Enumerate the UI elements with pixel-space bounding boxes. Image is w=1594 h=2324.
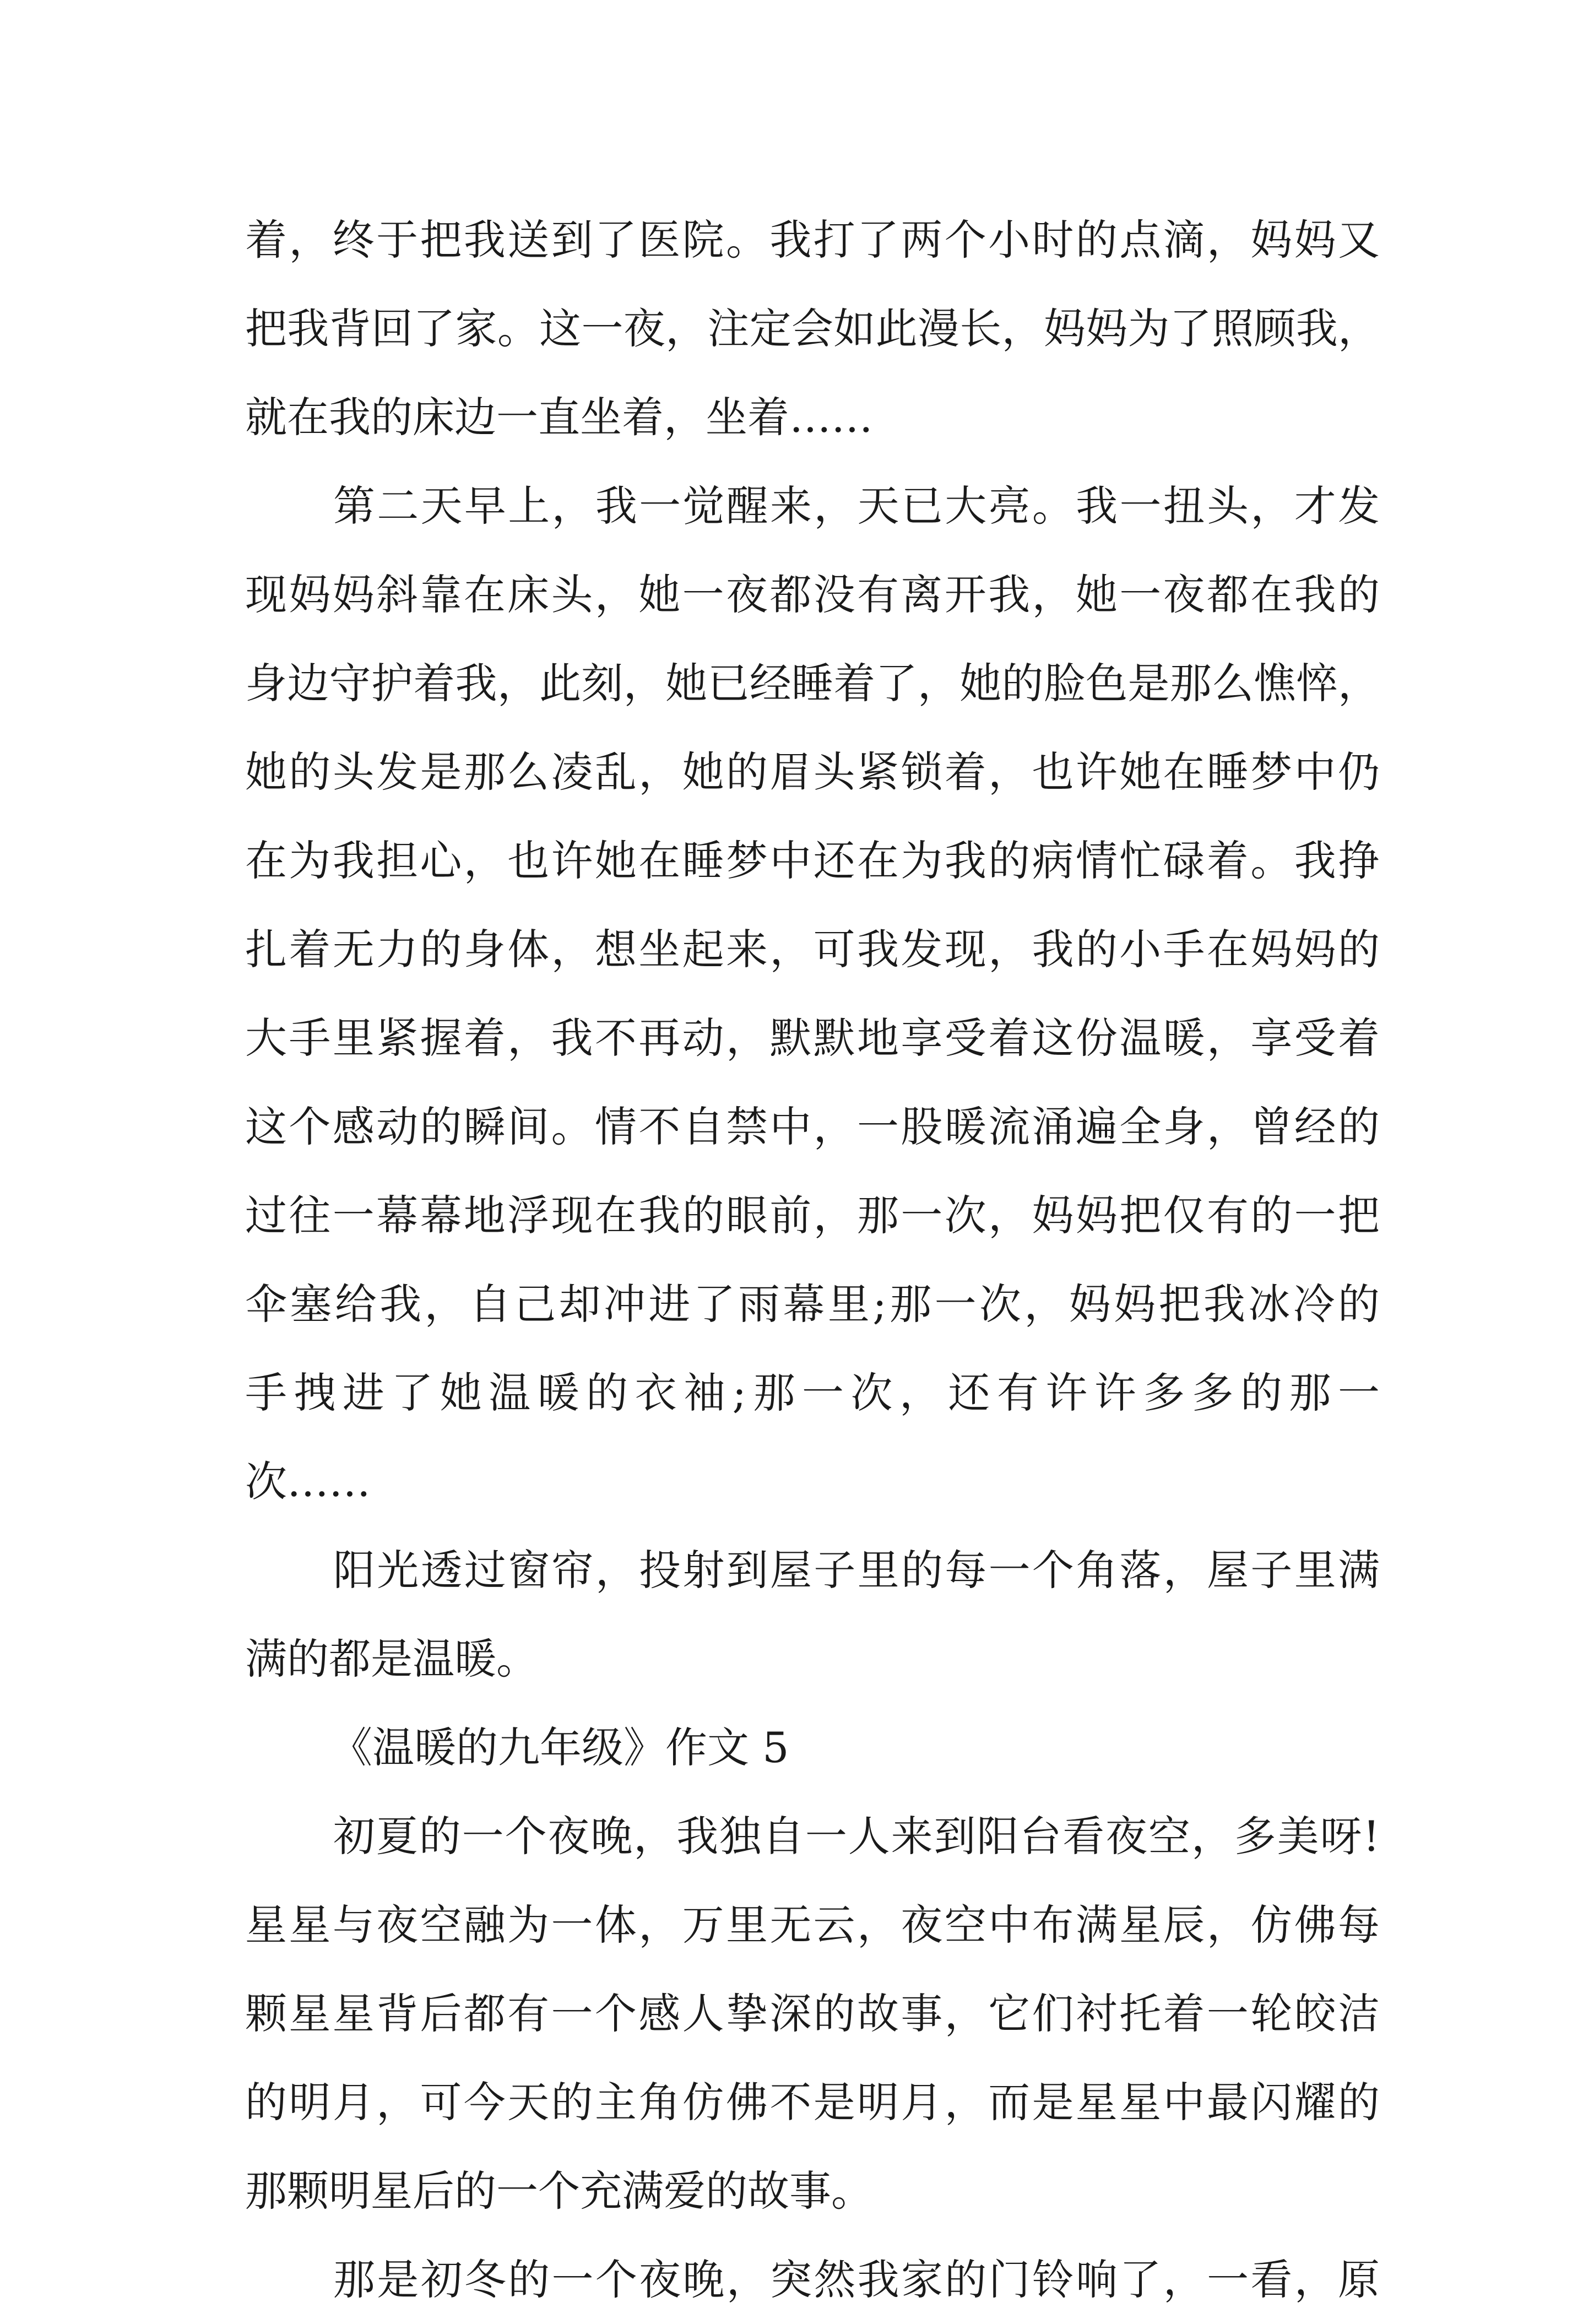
text-line: 她的头发是那么凌乱，她的眉头紧锁着，也许她在睡梦中仍 [245, 747, 1380, 797]
paragraph-first-line: 第二天早上，我一觉醒来，天已大亮。我一扭头，才发 [333, 481, 1380, 530]
text-line: 现妈妈斜靠在床头，她一夜都没有离开我，她一夜都在我的 [245, 570, 1380, 619]
text-line: 星星与夜空融为一体，万里无云，夜空中布满星辰，仿佛每 [245, 1900, 1380, 1949]
paragraph-first-line: 阳光透过窗帘，投射到屋子里的每一个角落，屋子里满 [333, 1546, 1380, 1595]
paragraph-first-line: 那是初冬的一个夜晚，突然我家的门铃响了，一看，原 [333, 2255, 1380, 2304]
text-line: 扎着无力的身体，想坐起来，可我发现，我的小手在妈妈的 [245, 925, 1380, 974]
paragraph-first-line: 初夏的一个夜晚，我独自一人来到阳台看夜空，多美呀! [333, 1812, 1380, 1861]
text-line: 颗星星背后都有一个感人挚深的故事，它们衬托着一轮皎洁 [245, 1989, 1380, 2038]
text-line: 在为我担心，也许她在睡梦中还在为我的病情忙碌着。我挣 [245, 836, 1380, 885]
text-line: 身边守护着我，此刻，她已经睡着了，她的脸色是那么憔悴， [245, 659, 1380, 708]
text-line: 就在我的床边一直坐着，坐着…… [245, 393, 873, 442]
text-line: 那颗明星后的一个充满爱的故事。 [245, 2166, 873, 2215]
text-line: 手拽进了她温暖的衣袖;那一次，还有许许多多的那一 [245, 1368, 1380, 1417]
text-line: 过往一幕幕地浮现在我的眼前，那一次，妈妈把仅有的一把 [245, 1191, 1380, 1240]
text-line: 次…… [245, 1457, 371, 1506]
essay-body [245, 196, 1380, 2324]
text-line: 这个感动的瞬间。情不自禁中，一股暖流涌遍全身，曾经的 [245, 1102, 1380, 1151]
text-line: 把我背回了家。这一夜，注定会如此漫长，妈妈为了照顾我， [245, 304, 1380, 353]
text-line: 伞塞给我，自己却冲进了雨幕里;那一次，妈妈把我冰冷的 [245, 1280, 1380, 1329]
text-line: 大手里紧握着，我不再动，默默地享受着这份温暖，享受着 [245, 1014, 1380, 1063]
text-line: 着，终于把我送到了医院。我打了两个小时的点滴，妈妈又 [245, 215, 1380, 264]
text-line: 的明月，可今天的主角仿佛不是明月，而是星星中最闪耀的 [245, 2078, 1380, 2127]
text-line: 满的都是温暖。 [245, 1634, 538, 1683]
essay-title: 《温暖的九年级》作文 5 [330, 1723, 789, 1772]
